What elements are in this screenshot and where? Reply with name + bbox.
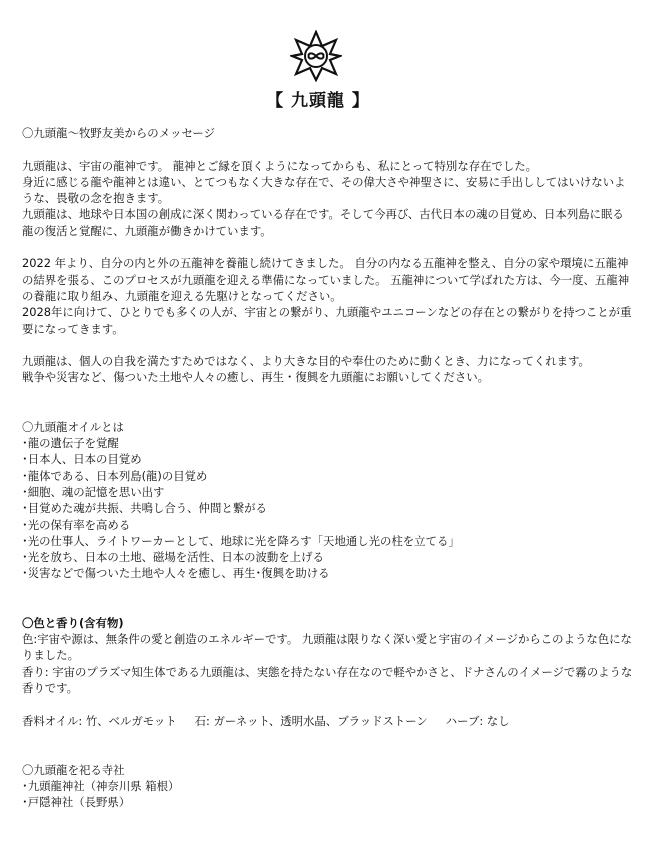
message-paragraph-line: 九頭龍は、地球や日本国の創成に深く関わっている存在です。そして今再び、古代日本の魂の目覚め、日本列島に眠る龍の復活と覚醒に、九頭龍が働きかけています。: [22, 207, 624, 238]
temple-list-item: ･戸隠神社（長野県）: [22, 795, 131, 810]
spacer: [22, 239, 634, 255]
oil-list-item: ･細胞、魂の記憶を思い出す: [22, 484, 165, 499]
color-heading: 〇色と香り(含有物): [22, 615, 124, 630]
color-text: 色:宇宙や源は、無条件の愛と創造のエネルギーです。 九頭龍は限りなく深い愛と宇宙のイメージからこのような色になりました。: [22, 632, 632, 663]
spacer: [22, 141, 634, 157]
spacer: [22, 582, 634, 615]
temple-list-item: ･九頭龍神社（神奈川県 箱根）: [22, 779, 180, 794]
ingredient-oil: 香料オイル: 竹、ベルガモット: [22, 713, 177, 728]
oil-heading: 〇九頭龍オイルとは: [22, 419, 124, 434]
temples-heading: 〇九頭龍を祀る寺社: [22, 762, 125, 777]
message-paragraph-line: 戦争や災害など、傷ついた土地や人々の癒し、再生・復興を九頭龍にお願いしてください。: [22, 370, 490, 385]
document-body: [22, 125, 634, 811]
spacer: [22, 696, 634, 712]
oil-list-item: ･龍体である、日本列島(龍)の目覚め: [22, 468, 208, 483]
message-heading: 〇九頭龍～牧野友美からのメッセージ: [22, 126, 215, 140]
oil-list-item: ･光を放ち、日本の土地、磁場を活性、日本の波動を上げる: [22, 550, 324, 565]
star-infinity-icon: [290, 30, 342, 82]
message-paragraph-line: 2028年に向けて、ひとりでも多くの人が、宇宙との繋がり、九頭龍やユニコーンなどの存在との繋がりを持つことが重要になってきます。: [22, 305, 632, 336]
message-paragraph-line: 九頭龍は、宇宙の龍神です。 龍神とご縁を頂くようになってからも、私にとって特別な存在でした。: [22, 158, 538, 173]
oil-list-item: ･光の仕事人、ライトワーカーとして、地球に光を降ろす「天地通し光の柱を立てる」: [22, 533, 460, 548]
oil-list-item: ･光の保有率を高める: [22, 517, 131, 532]
message-paragraph-line: 2022 年より、自分の内と外の五龍神を養龍し続けてきました。 自分の内なる五龍神を整え、自分の家や環境に五龍神の結界を張る、このプロセスが九頭龍を迎える準備になっていました。 五龍神について学ばれた方は、今一度、五龍神の養龍に取り組み、九頭龍を迎える先駆けとなってください。: [22, 256, 630, 303]
oil-list-item: ･龍の遺伝子を覚醒: [22, 436, 119, 451]
scent-text: 香り: 宇宙のプラズマ知生体である九頭龍は、実態を持たない存在なので軽やかさと、ドナさんのイメージで霧のような香りです。: [22, 664, 633, 695]
ingredient-stone: 石: ガーネット、透明水晶、ブラッドストーン: [194, 713, 428, 728]
oil-list-item: ･災害などで傷ついた土地や人々を癒し、再生･復興を助ける: [22, 566, 330, 581]
message-paragraph-line: 身近に感じる龍や龍神とは違い、とてつもなく大きな存在で、その偉大さや神聖さに、安易に手出ししてはいけないような、畏敬の念を抱きます。: [22, 174, 626, 206]
spacer: [22, 729, 634, 762]
page-title: 【 九頭龍 】: [266, 91, 370, 111]
spacer: [22, 337, 634, 353]
ingredients-line: [22, 713, 634, 729]
ingredient-herb: ハーブ: なし: [445, 713, 510, 728]
spacer: [22, 386, 634, 419]
oil-list-item: ･日本人、日本の目覚め: [22, 452, 142, 467]
oil-list-item: ･目覚めた魂が共振、共鳴し合う、仲間と繋がる: [22, 501, 267, 516]
message-paragraph-line: 九頭龍は、個人の自我を満たすためではなく、より大きな目的や奉仕のために動くとき、力になってくれます。: [22, 354, 590, 369]
